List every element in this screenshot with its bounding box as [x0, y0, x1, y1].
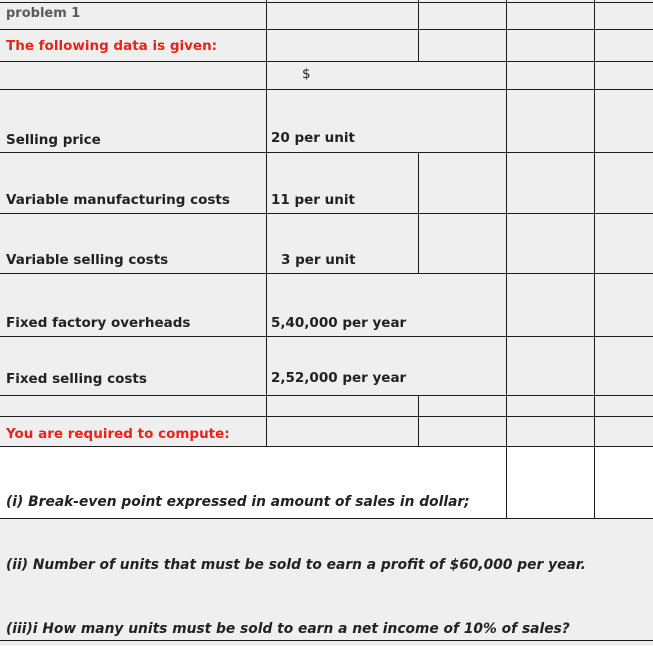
col-border — [418, 0, 419, 62]
row-border — [0, 29, 653, 30]
row-border — [0, 518, 653, 519]
currency-header: $ — [302, 66, 311, 82]
row-border — [0, 213, 653, 214]
col-border — [506, 0, 507, 518]
col-border — [594, 0, 595, 518]
col-border — [266, 0, 267, 446]
row-border — [0, 273, 653, 274]
task-1: (i) Break-even point expressed in amount of sales in dollar; — [6, 494, 470, 510]
col-border — [418, 152, 419, 274]
row-border — [0, 2, 653, 3]
variable-manufacturing-costs-label: Variable manufacturing costs — [6, 192, 230, 208]
fixed-selling-costs-label: Fixed selling costs — [6, 371, 147, 387]
row-border — [0, 89, 653, 90]
col-border — [418, 395, 419, 446]
row-border — [0, 640, 653, 641]
variable-manufacturing-costs-value: 11 per unit — [271, 192, 355, 208]
variable-selling-costs-value: 3 per unit — [281, 252, 356, 268]
row-border — [0, 446, 653, 447]
given-heading: The following data is given: — [6, 38, 218, 54]
variable-selling-costs-label: Variable selling costs — [6, 252, 169, 268]
row-border — [0, 416, 653, 417]
row-border — [0, 395, 653, 396]
required-heading: You are required to compute: — [6, 426, 230, 442]
task-3: (iii)i How many units must be sold to earn a net income of 10% of sales? — [6, 621, 570, 637]
fixed-selling-costs-value: 2,52,000 per year — [271, 370, 407, 386]
problem-title: problem 1 — [6, 6, 81, 21]
fixed-factory-overheads-label: Fixed factory overheads — [6, 315, 191, 331]
selling-price-value: 20 per unit — [271, 130, 355, 146]
fixed-factory-overheads-value: 5,40,000 per year — [271, 315, 407, 331]
row-border — [0, 336, 653, 337]
row-border — [0, 61, 653, 62]
task-2: (ii) Number of units that must be sold to earn a profit of $60,000 per year. — [6, 557, 586, 573]
selling-price-label: Selling price — [6, 132, 101, 148]
row-border — [0, 152, 653, 153]
